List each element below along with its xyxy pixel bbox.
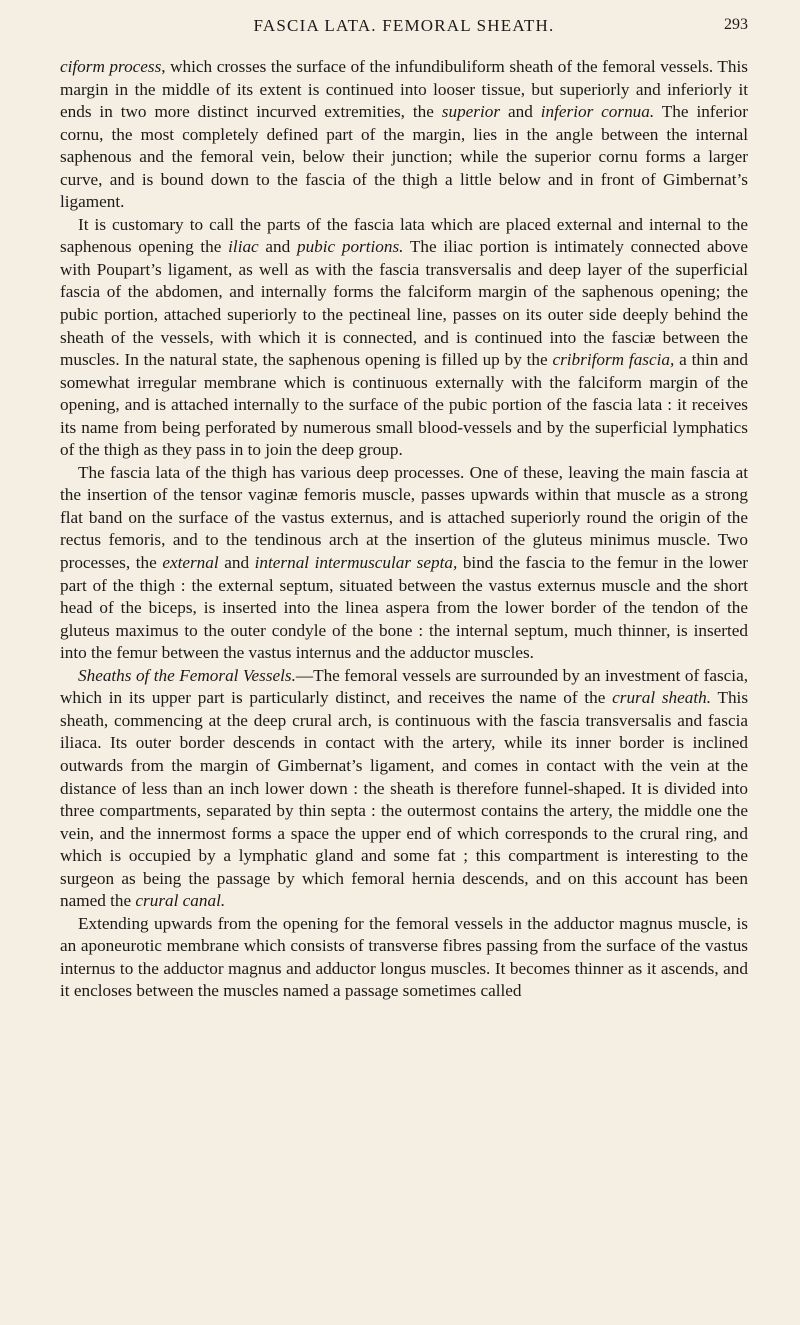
- italic-term: superior: [441, 102, 501, 122]
- italic-term: iliac: [228, 237, 259, 257]
- italic-term: crural sheath.: [612, 688, 712, 708]
- paragraph: Sheaths of the Femoral Vessels.—The femoral vessels are surrounded by an investment of fascia, which in its upper part is particularly distinct, and receives the name of the crural sheath. This sheath, commencing at the deep crural arch, is continuous with the fascia transversalis and fascia iliaca. Its outer border descends in contact with the artery, while its inner border is inclined outwards from the margin of Gimbernat’s ligament, and comes in contact with the vein at the distance of less than an inch lower down : the sheath is therefore funnel-shaped. It is divided into three compartments, separated by thin septa : the outermost contains the artery, the middle one the vein, and the innermost forms a space the upper end of which corresponds to the crural ring, and which is occupied by a lymphatic gland and some fat ; this compartment is interesting to the surgeon as being the passage by which femoral hernia descends, and on this account has been named the crural canal.: [60, 665, 749, 911]
- running-title: FASCIA LATA. FEMORAL SHEATH.: [253, 16, 555, 35]
- running-head: [60, 12, 748, 40]
- italic-term: inferior cornua.: [540, 102, 655, 122]
- body-text: [60, 56, 748, 1003]
- italic-term: pubic portions.: [296, 237, 404, 257]
- paragraph: Extending upwards from the opening for the femoral vessels in the adductor magnus muscle, is an aponeurotic membrane which consists of transverse fibres passing from the surface of the vastus internus to the adductor magnus and adductor longus muscles. It becomes thinner as it ascends, and it encloses between the muscles named a passage sometimes called: [60, 913, 748, 1001]
- italic-term: Sheaths of the Femoral Vessels.: [78, 665, 296, 685]
- italic-term: ciform process: [60, 57, 162, 76]
- paragraph: ciform process, which crosses the surface of the infundibuliform sheath of the femoral vessels. This margin in the middle of its extent is continued into looser tissue, but superiorly and inferiorly it ends in two more distinct incurved extremities, the superior and inferior cornua. The inferior cornu, the most completely defined part of the margin, lies in the angle between the internal saphenous and the femoral vein, below their junction; while the superior cornu forms a larger curve, and is bound down to the fascia of the thigh a little below and in front of Gimbernat’s ligament.: [60, 57, 748, 212]
- paragraph: It is customary to call the parts of the fascia lata which are placed external and internal to the saphenous opening the iliac and pubic portions. The iliac portion is intimately connected above with Poupart’s ligament, as well as with the fascia transversalis and deep layer of the superficial fascia of the abdomen, and internally forms the falciform margin of the saphenous opening; the pubic portion, attached superiorly to the pectineal line, passes on its outer side deeply behind the sheath of the vessels, with which it is connected, and is continued into the fasciæ between the muscles. In the natural state, the saphenous opening is filled up by the cribriform fascia, a thin and somewhat irregular membrane which is continuous externally with the falciform margin of the opening, and is attached internally to the surface of the pubic portion of the fascia lata : it receives its name from being perforated by numerous small blood-vessels and by the superficial lymphatics of the thigh as they pass in to join the deep group.: [60, 214, 749, 460]
- page-number: 293: [724, 16, 748, 33]
- italic-term: external: [162, 553, 219, 573]
- paragraph: The fascia lata of the thigh has various deep processes. One of these, leaving the main fascia at the insertion of the tensor vaginæ femoris muscle, passes upwards within that muscle as a strong flat band on the surface of the vastus externus, and is attached superiorly round the origin of the rectus femoris, and to the tendinous arch at the insertion of the gluteus minimus muscle. Two processes, the external and internal intermuscular septa, bind the fascia to the femur in the lower part of the thigh : the external septum, situated between the vastus externus muscle and the short head of the biceps, is inserted into the linea aspera from the lower border of the tendon of the gluteus maximus to the outer condyle of the bone : the internal septum, much thinner, is inserted into the femur between the vastus internus and the adductor muscles.: [60, 462, 748, 663]
- italic-term: crural canal.: [135, 891, 226, 911]
- italic-term: internal intermuscular septa,: [254, 553, 458, 573]
- italic-term: cribriform fascia,: [552, 350, 675, 370]
